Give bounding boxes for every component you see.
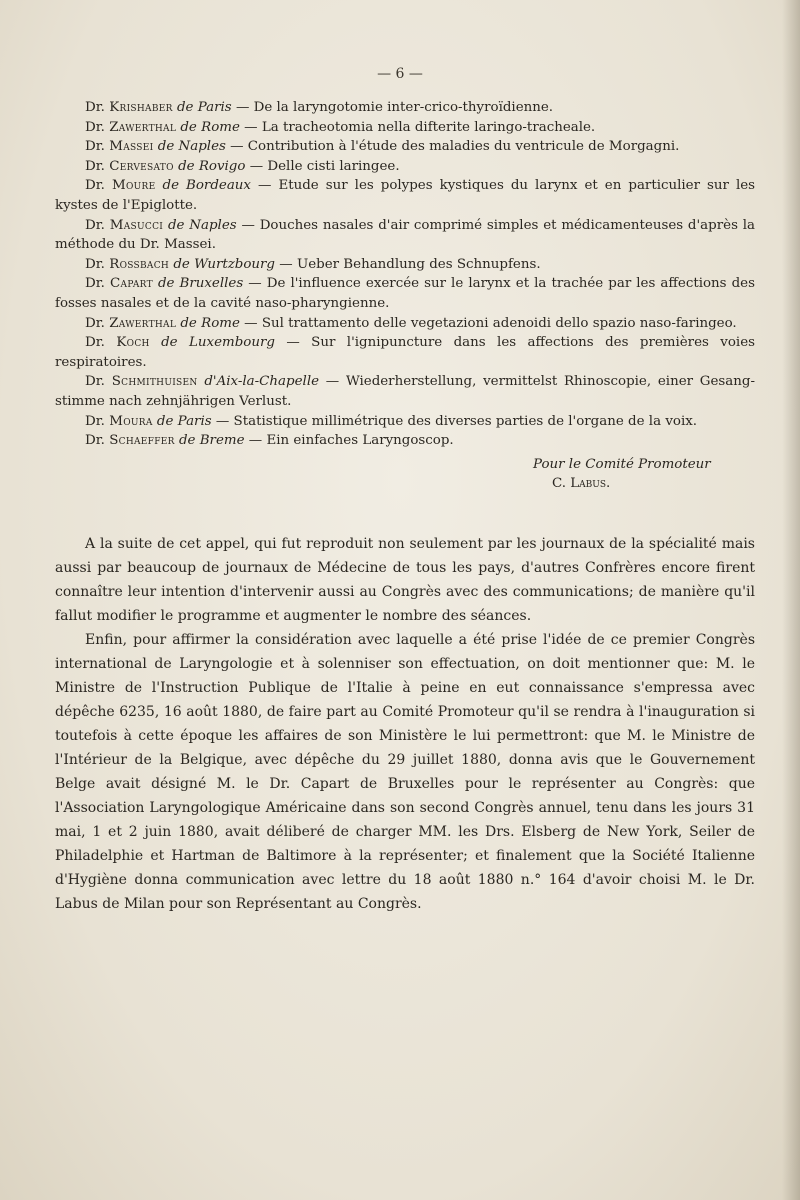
author-city: de Rovigo [178, 158, 246, 174]
communication-entry [55, 372, 755, 411]
author-name: Koch [116, 335, 150, 351]
doctor-prefix: Dr. [85, 139, 105, 155]
communication-list [55, 98, 755, 451]
paragraph: Enfin, pour affirmer la considération avec laquelle a été prise l'idée de ce premier Congrès international de Laryngologie et à solenniser son effectuation, on doit mentionner que: M. le Ministre de l'Instruction Publique de l'Italie à peine en eut connaissance s'empressa avec dépêche 6235, 16 août 1880, de faire part au Comité Promoteur qu'il se rendra à l'inauguration si toutefois à cette époque les affaires de son Ministère le lui permettront: que M. le Ministre de l'Intérieur de la Belgique, avec dépêche du 29 juillet 1880, donna avis que le Gouvernement Belge avait désigné M. le Dr. Capart de Bruxelles pour le représenter au Congrès: que l'Association Laryngologique Américaine dans son second Congrès annuel, tenu dans les jours 31 mai, 1 et 2 juin 1880, avait déliberé de charger MM. les Drs. Elsberg de New York, Seiler de Philadelphie et Hartman de Baltimore à la représenter; et finalement que la Société Italienne d'Hygiène donna communication avec lettre du 18 août 1880 n.° 164 d'avoir choisi M. le Dr. Labus de Milan pour son Représentant au Congrès. [55, 631, 755, 912]
doctor-prefix: Dr. [85, 374, 105, 390]
author-name: Schmithuisen [111, 374, 198, 390]
author-name: Rossbach [109, 256, 170, 272]
doctor-prefix: Dr. [85, 178, 105, 194]
author-city: de Rome [180, 119, 240, 135]
author-name: Cervesato [109, 158, 174, 174]
communication-title: Statistique millimétrique des diverses parties de l'organe de la voix. [233, 413, 698, 429]
paragraph: A la suite de cet appel, qui fut reproduit non seulement par les journaux de la spécialité mais aussi par beaucoup de journaux de Médecine de tous les pays, d'autres Confrères encore firent connaître leur intention d'intervenir aussi au Congrès avec des communications; de manière qu'il fallut modifier le programme et augmenter le nombre des séances. [55, 535, 755, 624]
communication-title: Sul trattamento delle vegetazioni adenoidi dello spazio naso-faringeo. [261, 315, 737, 331]
author-name: Massei [109, 139, 154, 155]
communication-entry [55, 274, 755, 313]
doctor-prefix: Dr. [85, 256, 105, 272]
author-name: Moure [111, 178, 156, 194]
communication-title: La tracheotomia nella difterite laringo-tracheale. [261, 119, 596, 135]
signature-block [55, 455, 755, 494]
title-separator: — [244, 315, 258, 331]
title-separator: — [244, 119, 258, 135]
communication-title: Contribution à l'étude des maladies du ventricule de Morgagni. [247, 139, 680, 155]
title-separator: — [325, 374, 340, 390]
author-city: de Paris [176, 100, 232, 115]
author-city: d'Aix-la-Chapelle [204, 374, 320, 390]
communication-title: Etude sur les polypes kystiques du larynx et en particulier sur les kystes de l'Epiglotte. [55, 178, 756, 213]
signature-name: C. Labus. [552, 476, 611, 492]
author-city: de Bruxelles [157, 276, 244, 292]
author-city: de Bordeaux [162, 178, 251, 194]
page-edge-shadow [782, 0, 800, 1200]
doctor-prefix: Dr. [85, 413, 105, 429]
title-separator: — [241, 217, 255, 233]
author-name: Schaeffer [109, 433, 175, 449]
title-separator: — [215, 413, 230, 429]
doctor-prefix: Dr. [85, 100, 105, 115]
communication-entry [55, 137, 755, 157]
communication-title: Ein einfaches Laryngoscop. [266, 433, 454, 449]
author-city: de Wurtzbourg [173, 256, 276, 272]
communication-entry [55, 157, 755, 177]
communication-title: Delle cisti laringee. [267, 158, 400, 174]
doctor-prefix: Dr. [85, 158, 105, 174]
page-content [55, 98, 755, 916]
author-name: Moura [109, 413, 153, 429]
communication-entry [55, 216, 755, 255]
communication-entry [55, 314, 755, 334]
communication-title: De l'influence exercée sur le larynx et la trachée par les affections des fosses nasales et de la cavité naso-pharyngienne. [55, 276, 755, 311]
title-separator: — [258, 178, 272, 194]
doctor-prefix: Dr. [85, 315, 105, 331]
author-city: de Rome [180, 315, 240, 331]
author-name: Capart [109, 276, 153, 292]
communication-title: Ueber Behandlung des Schnupfens. [296, 256, 541, 272]
communication-entry [55, 333, 755, 372]
title-separator: — [286, 335, 300, 351]
title-separator: — [248, 433, 263, 449]
communication-title: Wiederherstellung, vermittelst Rhinoscopie, einer Gesang-stimme nach zehnjährigen Verlust. [55, 374, 755, 409]
page-number: — 6 — [377, 66, 423, 82]
doctor-prefix: Dr. [85, 433, 105, 449]
communication-entry [55, 118, 755, 138]
doctor-prefix: Dr. [85, 335, 105, 351]
body-text [55, 532, 755, 916]
title-separator: — [230, 139, 244, 155]
author-name: Krishaber [109, 100, 173, 115]
communication-entry [55, 255, 755, 275]
communication-title: Sur l'ignipuncture dans les affections des premières voies respiratoires. [55, 335, 755, 370]
communication-entry [55, 176, 755, 215]
author-city: de Naples [157, 139, 226, 155]
author-city: de Luxembourg [161, 335, 275, 351]
communication-title: De la laryngotomie inter-crico-thyroïdienne. [253, 100, 554, 115]
doctor-prefix: Dr. [85, 217, 105, 233]
author-name: Zawerthal [109, 315, 177, 331]
author-name: Masucci [109, 217, 164, 233]
communication-entry [55, 98, 755, 118]
title-separator: — [235, 100, 250, 115]
author-city: de Breme [178, 433, 245, 449]
communication-entry [55, 431, 755, 451]
communication-title: Douches nasales d'air comprimé simples et médicamenteuses d'après la méthode du Dr. Massei. [55, 217, 756, 253]
communication-entry [55, 412, 755, 432]
author-city: de Naples [167, 217, 237, 233]
author-name: Zawerthal [109, 119, 177, 135]
author-city: de Paris [156, 413, 212, 429]
signature-committee: Pour le Comité Promoteur [533, 456, 711, 472]
doctor-prefix: Dr. [85, 119, 105, 135]
title-separator: — [248, 276, 262, 292]
title-separator: — [279, 256, 293, 272]
doctor-prefix: Dr. [85, 276, 105, 292]
title-separator: — [249, 158, 264, 174]
